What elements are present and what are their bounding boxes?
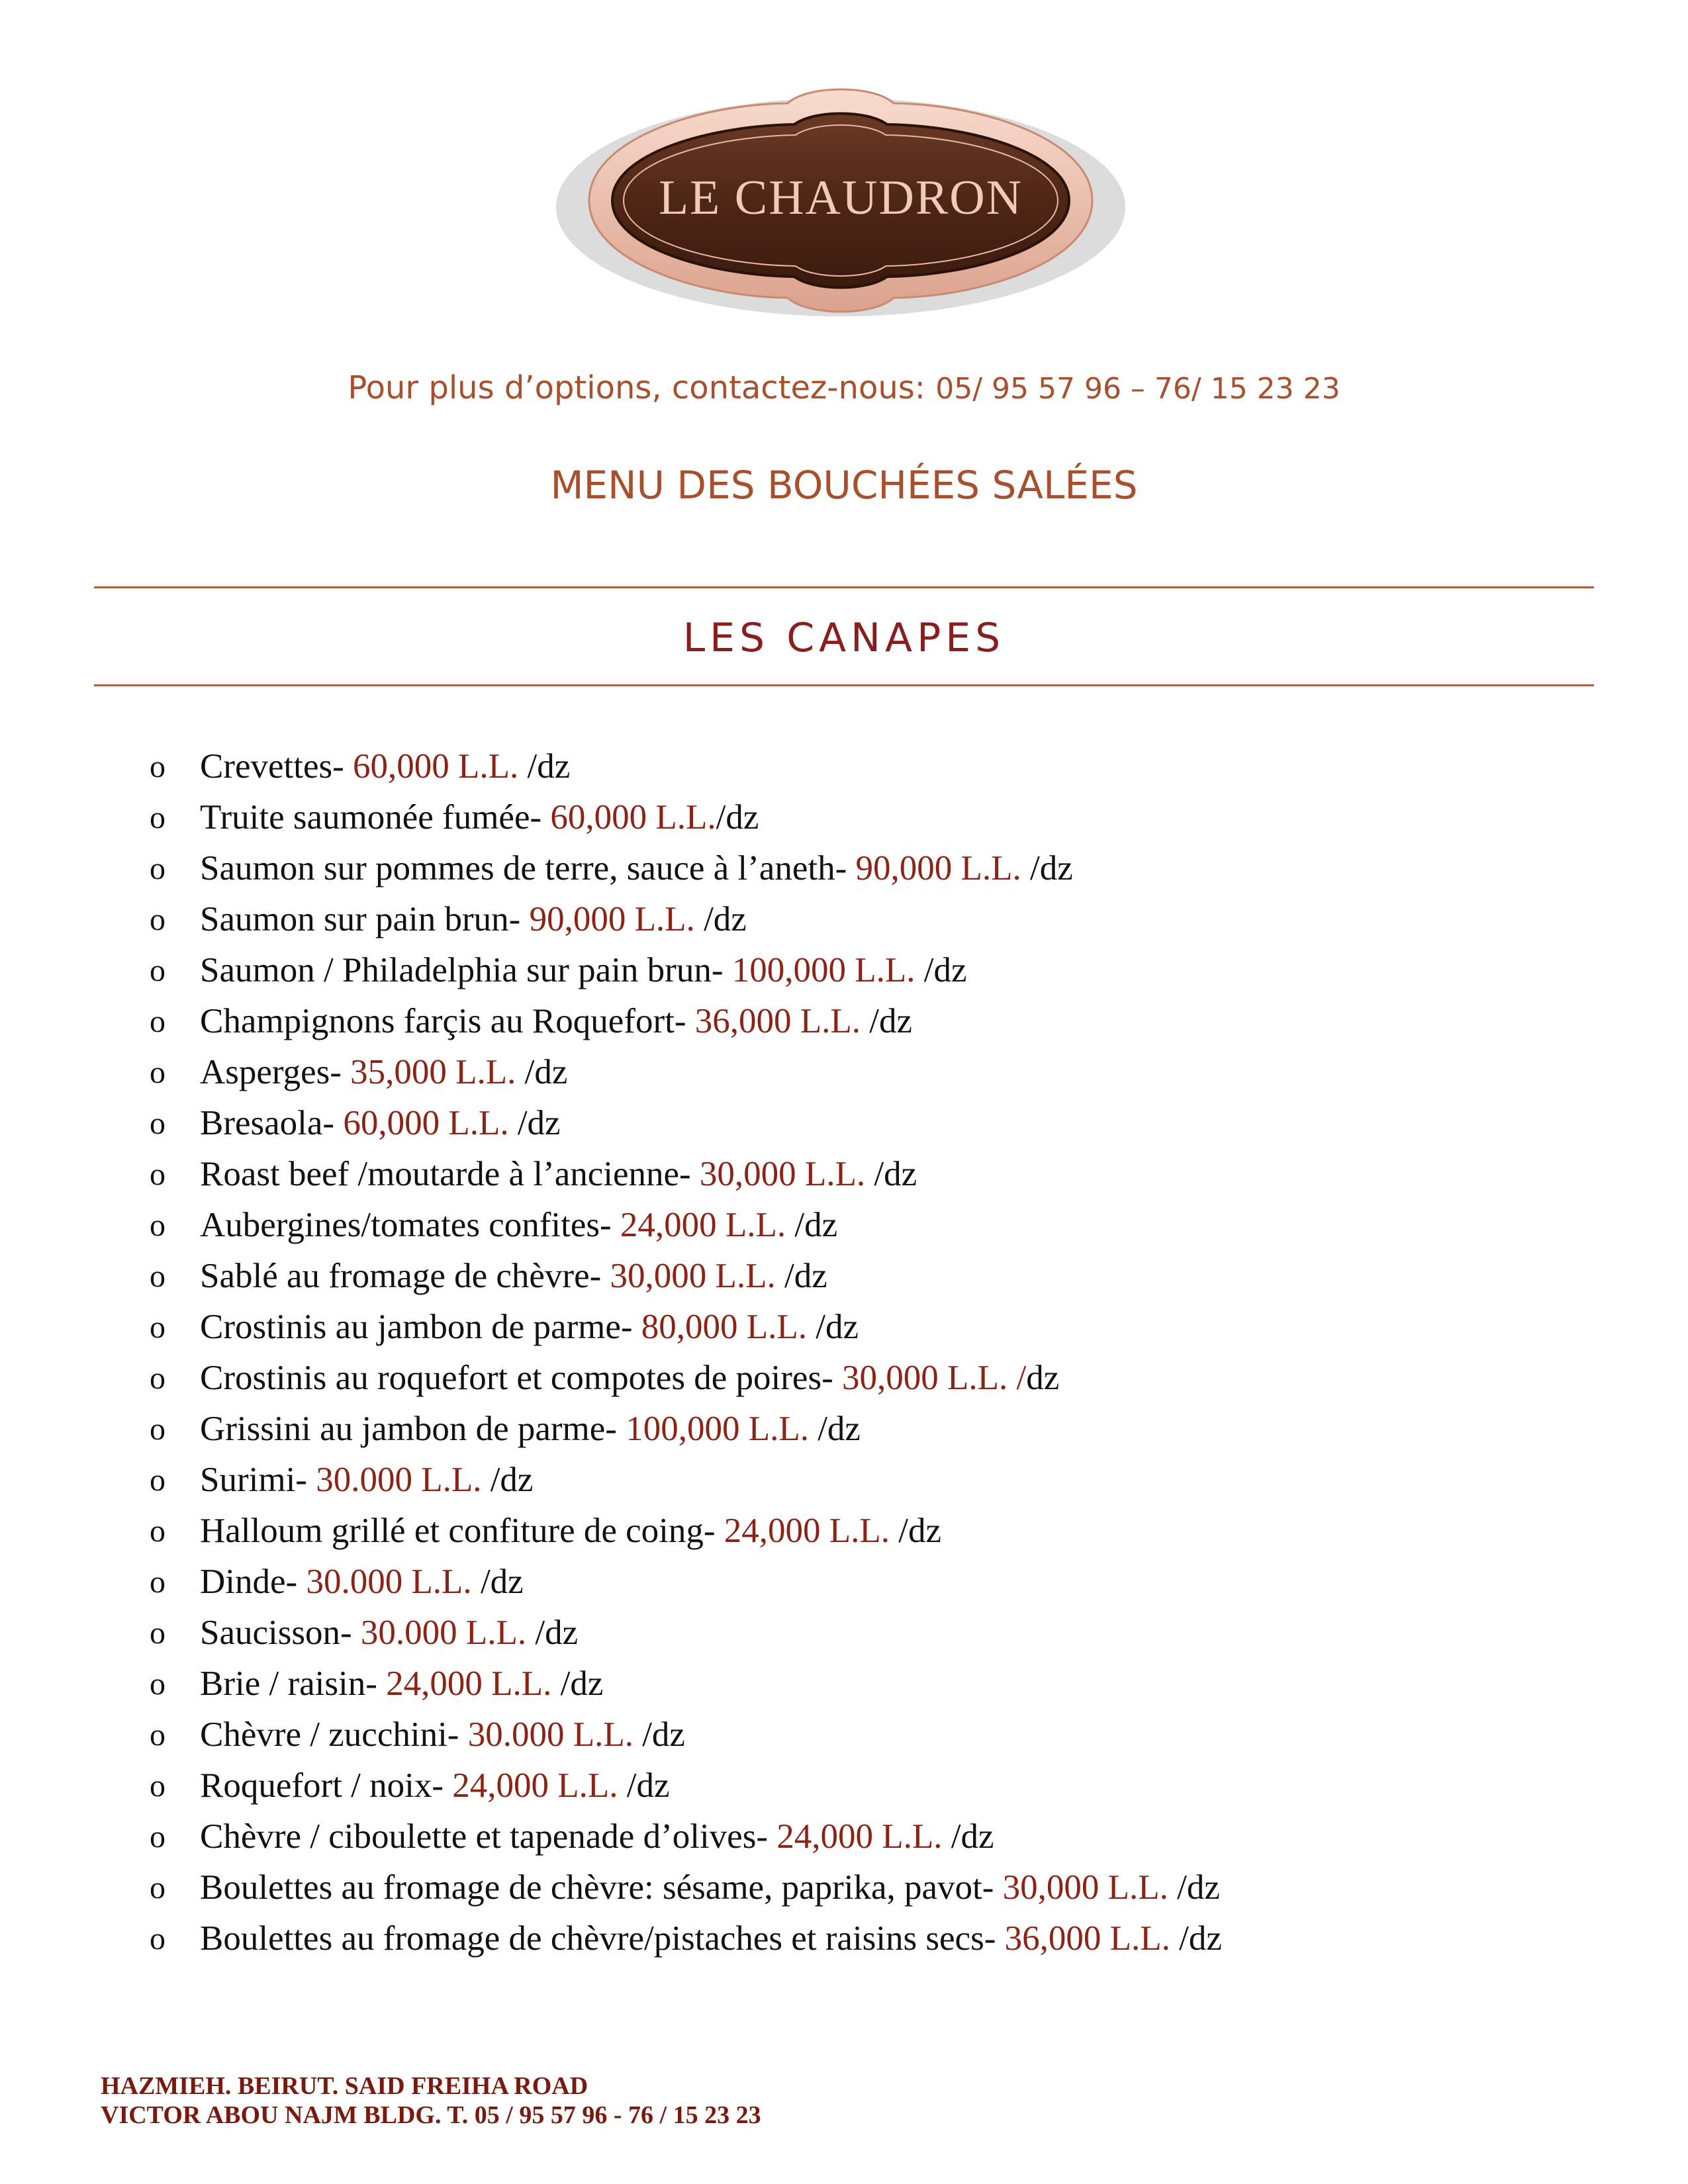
menu-item-unit: /dz bbox=[526, 1614, 579, 1652]
menu-item-unit: /dz bbox=[808, 1410, 861, 1448]
bullet-icon: o bbox=[150, 1819, 165, 1854]
menu-item-price: 35,000 L.L. bbox=[350, 1053, 516, 1091]
menu-item-name: Surimi- bbox=[200, 1461, 316, 1499]
menu-item-price: 24,000 L.L. bbox=[452, 1766, 618, 1805]
section-divider-top bbox=[94, 586, 1594, 588]
menu-item-price: 100,000 L.L. bbox=[626, 1410, 809, 1448]
bullet-icon: o bbox=[150, 1768, 165, 1803]
menu-item-price: 80,000 L.L. bbox=[641, 1308, 808, 1346]
menu-item-name: Champignons farçis au Roquefort- bbox=[200, 1002, 695, 1040]
menu-item-name: Dinde- bbox=[200, 1563, 306, 1601]
bullet-icon: o bbox=[150, 1921, 165, 1956]
logo bbox=[549, 78, 1132, 323]
menu-item-price: 60,000 L.L. bbox=[550, 798, 716, 837]
menu-item-name: Bresaola- bbox=[200, 1104, 344, 1142]
menu-item-text bbox=[200, 843, 1073, 894]
footer-line-1: HAZMIEH. BEIRUT. SAID FREIHA ROAD bbox=[101, 2072, 588, 2100]
menu-item-unit: /dz bbox=[516, 1053, 568, 1091]
menu-item-price: 30.000 L.L. bbox=[306, 1563, 472, 1601]
menu-item-text bbox=[200, 1608, 578, 1659]
menu-item-text bbox=[200, 1098, 561, 1149]
menu-item-name: Roast beef /moutarde à l’ancienne- bbox=[200, 1155, 700, 1193]
menu-item-price: 24,000 L.L. bbox=[724, 1512, 890, 1550]
menu-item-name: Halloum grillé et confiture de coing- bbox=[200, 1512, 724, 1550]
menu-item-price: 90,000 L.L. bbox=[855, 849, 1021, 887]
menu-item-text bbox=[200, 1353, 1059, 1404]
menu-item-unit: /dz bbox=[1021, 849, 1073, 887]
menu-item-text bbox=[200, 1913, 1222, 1964]
bullet-icon: o bbox=[150, 1717, 165, 1752]
bullet-icon: o bbox=[150, 1666, 165, 1702]
menu-item-price: 24,000 L.L. bbox=[776, 1817, 943, 1856]
menu-item-name: Crostinis au roquefort et compotes de poires- bbox=[200, 1359, 842, 1397]
menu-item-unit: /dz bbox=[518, 747, 571, 786]
menu-item-text bbox=[200, 1251, 827, 1302]
menu-item-name: Saumon sur pommes de terre, sauce à l’aneth- bbox=[200, 849, 856, 887]
menu-title: MENU DES BOUCHÉES SALÉES bbox=[550, 463, 1138, 508]
menu-item-name: Aubergines/tomates confites- bbox=[200, 1206, 620, 1244]
menu-item-price: 30,000 L.L. bbox=[699, 1155, 866, 1193]
bullet-icon: o bbox=[150, 1870, 165, 1905]
menu-item-text bbox=[200, 1404, 861, 1455]
menu-item-name: Chèvre / ciboulette et tapenade d’olives- bbox=[200, 1817, 777, 1856]
menu-item-unit: /dz bbox=[786, 1206, 838, 1244]
menu-item-unit: /dz bbox=[865, 1155, 917, 1193]
menu-item-name: Grissini au jambon de parme- bbox=[200, 1410, 626, 1448]
menu-item-text bbox=[200, 1557, 524, 1608]
menu-item-name: Asperges- bbox=[200, 1053, 351, 1091]
bullet-icon: o bbox=[150, 953, 165, 988]
menu-item-price: 30.000 L.L. bbox=[467, 1715, 633, 1754]
menu-item-unit: /dz bbox=[481, 1461, 534, 1499]
menu-item-unit: /dz bbox=[915, 951, 967, 989]
bullet-icon: o bbox=[150, 1565, 165, 1600]
menu-item-name: Roquefort / noix- bbox=[200, 1766, 453, 1805]
section-title: LES CANAPES bbox=[682, 615, 1006, 661]
menu-item-text bbox=[200, 945, 966, 996]
menu-item-text bbox=[200, 1506, 941, 1557]
menu-item-text bbox=[200, 1760, 670, 1811]
menu-item-text bbox=[200, 1200, 837, 1251]
bullet-icon: o bbox=[150, 1361, 165, 1396]
contact-phones: 05/ 95 57 96 – 76/ 15 23 23 bbox=[935, 372, 1340, 406]
menu-item-unit: /dz bbox=[633, 1715, 685, 1754]
menu-item-unit: /dz bbox=[551, 1664, 604, 1703]
menu-item-name: Saumon / Philadelphia sur pain brun- bbox=[200, 951, 732, 989]
menu-item-text bbox=[200, 792, 759, 843]
menu-item-unit: /dz bbox=[775, 1257, 827, 1295]
bullet-icon: o bbox=[150, 851, 165, 886]
menu-item-text bbox=[200, 996, 912, 1047]
menu-item-text bbox=[200, 1302, 859, 1353]
menu-item-text bbox=[200, 1659, 603, 1709]
menu-item-price: 30,000 L.L. bbox=[610, 1257, 776, 1295]
menu-item-unit: dz bbox=[1026, 1359, 1060, 1397]
menu-item-unit: /dz bbox=[716, 798, 759, 837]
contact-label: Pour plus d’options, contactez-nous: bbox=[348, 369, 936, 406]
menu-item-name: Crostinis au jambon de parme- bbox=[200, 1308, 641, 1346]
section-divider-bottom bbox=[94, 684, 1594, 686]
menu-item-name: Boulettes au fromage de chèvre/pistaches et raisins secs- bbox=[200, 1919, 1005, 1958]
menu-item-unit: /dz bbox=[1168, 1868, 1220, 1907]
menu-item-price: 30.000 L.L. bbox=[360, 1614, 527, 1652]
menu-item-price: 90,000 L.L. bbox=[529, 900, 695, 938]
menu-item-unit: /dz bbox=[694, 900, 747, 938]
menu-item-name: Sablé au fromage de chèvre- bbox=[200, 1257, 610, 1295]
menu-item-unit: /dz bbox=[860, 1002, 912, 1040]
menu-item-name: Crevettes- bbox=[200, 747, 353, 786]
bullet-icon: o bbox=[150, 1106, 165, 1141]
footer-line-2: VICTOR ABOU NAJM BLDG. T. 05 / 95 57 96 - 76 / 15 23 23 bbox=[101, 2101, 761, 2129]
bullet-icon: o bbox=[150, 1412, 165, 1447]
menu-item-text bbox=[200, 1047, 567, 1098]
menu-item-name: Brie / raisin- bbox=[200, 1664, 387, 1703]
menu-item-text bbox=[200, 1811, 994, 1862]
menu-item-price: 30.000 L.L. bbox=[316, 1461, 482, 1499]
menu-item-unit: /dz bbox=[807, 1308, 859, 1346]
footer-address bbox=[101, 2071, 761, 2130]
menu-item-name: Saucisson- bbox=[200, 1614, 361, 1652]
contact-line bbox=[0, 368, 1688, 409]
bullet-icon: o bbox=[150, 1514, 165, 1549]
menu-item-name: Truite saumonée fumée- bbox=[200, 798, 551, 837]
menu-item-price: 24,000 L.L. bbox=[620, 1206, 786, 1244]
bullet-icon: o bbox=[150, 1259, 165, 1294]
bullet-icon: o bbox=[150, 902, 165, 937]
menu-item-text bbox=[200, 894, 747, 945]
menu-item-unit: /dz bbox=[1170, 1919, 1222, 1958]
menu-item-price: 36,000 L.L. bbox=[1004, 1919, 1170, 1958]
menu-item-unit: /dz bbox=[942, 1817, 994, 1856]
menu-item-text bbox=[200, 1149, 917, 1200]
menu-item-text bbox=[200, 1862, 1220, 1913]
menu-item-unit: /dz bbox=[508, 1104, 561, 1142]
bullet-icon: o bbox=[150, 1055, 165, 1090]
menu-item-text bbox=[200, 1709, 685, 1760]
menu-item-price: 60,000 L.L. bbox=[343, 1104, 509, 1142]
bullet-icon: o bbox=[150, 1463, 165, 1498]
menu-item-unit: /dz bbox=[618, 1766, 670, 1805]
bullet-icon: o bbox=[150, 1310, 165, 1345]
menu-item-name: Chèvre / zucchini- bbox=[200, 1715, 468, 1754]
menu-item-name: Saumon sur pain brun- bbox=[200, 900, 530, 938]
bullet-icon: o bbox=[150, 1615, 165, 1651]
menu-item-price: 30,000 L.L. / bbox=[841, 1359, 1027, 1397]
menu-item-price: 60,000 L.L. bbox=[353, 747, 519, 786]
menu-item-price: 100,000 L.L. bbox=[731, 951, 915, 989]
logo-text: LE CHAUDRON bbox=[658, 171, 1023, 225]
bullet-icon: o bbox=[150, 1004, 165, 1039]
bullet-icon: o bbox=[150, 1157, 165, 1192]
bullet-icon: o bbox=[150, 800, 165, 835]
menu-item-price: 30,000 L.L. bbox=[1002, 1868, 1168, 1907]
menu-item-unit: /dz bbox=[471, 1563, 524, 1601]
menu-item-text bbox=[200, 1455, 533, 1506]
menu-item-name: Boulettes au fromage de chèvre: sésame, paprika, pavot- bbox=[200, 1868, 1003, 1907]
menu-item-price: 24,000 L.L. bbox=[386, 1664, 552, 1703]
menu-item-text bbox=[200, 741, 570, 792]
menu-item-price: 36,000 L.L. bbox=[694, 1002, 861, 1040]
bullet-icon: o bbox=[150, 749, 165, 784]
menu-item-unit: /dz bbox=[890, 1512, 942, 1550]
bullet-icon: o bbox=[150, 1208, 165, 1243]
